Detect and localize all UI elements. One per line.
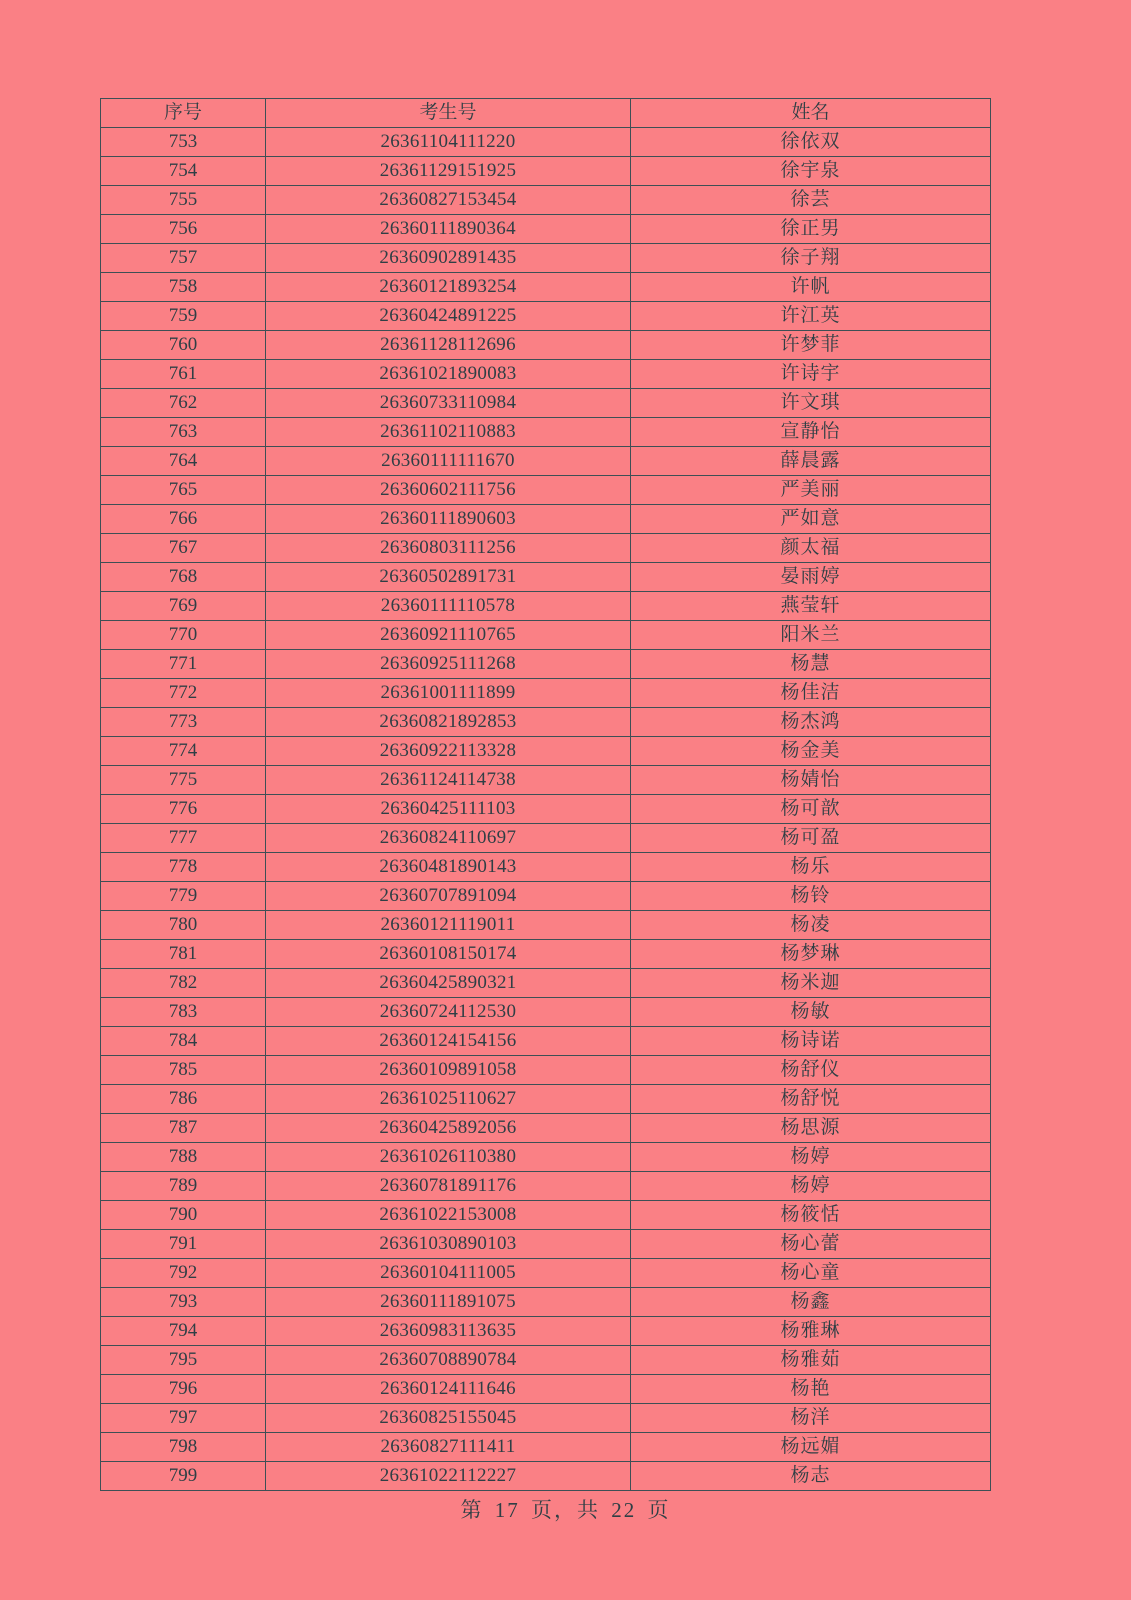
table-row bbox=[101, 563, 991, 592]
footer-prefix: 第 bbox=[460, 1498, 484, 1522]
table-row bbox=[101, 1056, 991, 1085]
table-row bbox=[101, 737, 991, 766]
cell-name: 燕莹轩 bbox=[631, 592, 991, 621]
cell-seq: 786 bbox=[101, 1085, 266, 1114]
table-row bbox=[101, 505, 991, 534]
cell-exam-number: 26360481890143 bbox=[266, 853, 631, 882]
cell-exam-number: 26361129151925 bbox=[266, 157, 631, 186]
cell-seq: 766 bbox=[101, 505, 266, 534]
table-row bbox=[101, 1027, 991, 1056]
table-row bbox=[101, 795, 991, 824]
cell-seq: 797 bbox=[101, 1404, 266, 1433]
table-row bbox=[101, 940, 991, 969]
cell-seq: 779 bbox=[101, 882, 266, 911]
table-row bbox=[101, 1143, 991, 1172]
cell-name: 杨婧怡 bbox=[631, 766, 991, 795]
table-row bbox=[101, 1462, 991, 1491]
footer-suffix: 页 bbox=[647, 1498, 671, 1522]
cell-seq: 771 bbox=[101, 650, 266, 679]
cell-exam-number: 26361124114738 bbox=[266, 766, 631, 795]
cell-exam-number: 26360124111646 bbox=[266, 1375, 631, 1404]
cell-seq: 782 bbox=[101, 969, 266, 998]
cell-seq: 792 bbox=[101, 1259, 266, 1288]
table-row bbox=[101, 331, 991, 360]
table-row bbox=[101, 418, 991, 447]
cell-exam-number: 26360925111268 bbox=[266, 650, 631, 679]
cell-exam-number: 26360425890321 bbox=[266, 969, 631, 998]
table-row bbox=[101, 273, 991, 302]
cell-name: 杨洋 bbox=[631, 1404, 991, 1433]
cell-seq: 781 bbox=[101, 940, 266, 969]
table-row bbox=[101, 389, 991, 418]
cell-name: 许梦菲 bbox=[631, 331, 991, 360]
cell-seq: 764 bbox=[101, 447, 266, 476]
cell-seq: 787 bbox=[101, 1114, 266, 1143]
table-row bbox=[101, 360, 991, 389]
cell-exam-number: 26361102110883 bbox=[266, 418, 631, 447]
cell-name: 杨可歆 bbox=[631, 795, 991, 824]
table-row bbox=[101, 534, 991, 563]
table-row bbox=[101, 1259, 991, 1288]
cell-name: 杨心蕾 bbox=[631, 1230, 991, 1259]
cell-seq: 762 bbox=[101, 389, 266, 418]
cell-exam-number: 26360983113635 bbox=[266, 1317, 631, 1346]
cell-name: 宣静怡 bbox=[631, 418, 991, 447]
table-row bbox=[101, 186, 991, 215]
table-row bbox=[101, 1404, 991, 1433]
cell-name: 杨梦琳 bbox=[631, 940, 991, 969]
cell-seq: 770 bbox=[101, 621, 266, 650]
cell-exam-number: 26360124154156 bbox=[266, 1027, 631, 1056]
table-row bbox=[101, 302, 991, 331]
cell-name: 许诗宇 bbox=[631, 360, 991, 389]
cell-seq: 784 bbox=[101, 1027, 266, 1056]
table-row bbox=[101, 882, 991, 911]
cell-name: 杨敏 bbox=[631, 998, 991, 1027]
table-row bbox=[101, 1433, 991, 1462]
cell-seq: 769 bbox=[101, 592, 266, 621]
table-row bbox=[101, 679, 991, 708]
cell-seq: 772 bbox=[101, 679, 266, 708]
column-header-name: 姓名 bbox=[631, 99, 991, 128]
cell-exam-number: 26361022153008 bbox=[266, 1201, 631, 1230]
cell-exam-number: 26360821892853 bbox=[266, 708, 631, 737]
table-row bbox=[101, 476, 991, 505]
cell-name: 徐芸 bbox=[631, 186, 991, 215]
cell-name: 杨诗诺 bbox=[631, 1027, 991, 1056]
cell-name: 杨舒悦 bbox=[631, 1085, 991, 1114]
cell-seq: 761 bbox=[101, 360, 266, 389]
table-row bbox=[101, 766, 991, 795]
cell-exam-number: 26360111890364 bbox=[266, 215, 631, 244]
table-row bbox=[101, 911, 991, 940]
cell-name: 许江英 bbox=[631, 302, 991, 331]
cell-exam-number: 26361104111220 bbox=[266, 128, 631, 157]
cell-seq: 795 bbox=[101, 1346, 266, 1375]
cell-exam-number: 26360724112530 bbox=[266, 998, 631, 1027]
cell-name: 杨杰鸿 bbox=[631, 708, 991, 737]
cell-exam-number: 26360602111756 bbox=[266, 476, 631, 505]
cell-name: 杨婷 bbox=[631, 1172, 991, 1201]
cell-name: 晏雨婷 bbox=[631, 563, 991, 592]
footer-total-pages: 22 bbox=[611, 1498, 637, 1522]
footer-middle: 页，共 bbox=[531, 1498, 600, 1522]
table-row bbox=[101, 1201, 991, 1230]
cell-exam-number: 26360104111005 bbox=[266, 1259, 631, 1288]
cell-name: 阳米兰 bbox=[631, 621, 991, 650]
cell-name: 杨志 bbox=[631, 1462, 991, 1491]
cell-exam-number: 26360111110578 bbox=[266, 592, 631, 621]
cell-exam-number: 26360109891058 bbox=[266, 1056, 631, 1085]
cell-name: 杨雅茹 bbox=[631, 1346, 991, 1375]
cell-name: 杨思源 bbox=[631, 1114, 991, 1143]
table-row bbox=[101, 157, 991, 186]
cell-name: 杨心童 bbox=[631, 1259, 991, 1288]
cell-name: 杨远媚 bbox=[631, 1433, 991, 1462]
cell-name: 杨乐 bbox=[631, 853, 991, 882]
cell-name: 杨慧 bbox=[631, 650, 991, 679]
cell-name: 杨雅琳 bbox=[631, 1317, 991, 1346]
cell-exam-number: 26360424891225 bbox=[266, 302, 631, 331]
cell-seq: 765 bbox=[101, 476, 266, 505]
column-header-exam-number: 考生号 bbox=[266, 99, 631, 128]
cell-exam-number: 26360827111411 bbox=[266, 1433, 631, 1462]
cell-name: 杨佳洁 bbox=[631, 679, 991, 708]
table-row bbox=[101, 1346, 991, 1375]
cell-exam-number: 26361025110627 bbox=[266, 1085, 631, 1114]
cell-seq: 754 bbox=[101, 157, 266, 186]
table-row bbox=[101, 1172, 991, 1201]
cell-exam-number: 26361128112696 bbox=[266, 331, 631, 360]
cell-name: 杨筱恬 bbox=[631, 1201, 991, 1230]
cell-seq: 768 bbox=[101, 563, 266, 592]
cell-exam-number: 26360902891435 bbox=[266, 244, 631, 273]
cell-seq: 799 bbox=[101, 1462, 266, 1491]
cell-seq: 794 bbox=[101, 1317, 266, 1346]
cell-seq: 783 bbox=[101, 998, 266, 1027]
cell-exam-number: 26360824110697 bbox=[266, 824, 631, 853]
cell-seq: 763 bbox=[101, 418, 266, 447]
cell-exam-number: 26361001111899 bbox=[266, 679, 631, 708]
cell-exam-number: 26360425111103 bbox=[266, 795, 631, 824]
table-row bbox=[101, 244, 991, 273]
cell-exam-number: 26361030890103 bbox=[266, 1230, 631, 1259]
cell-seq: 778 bbox=[101, 853, 266, 882]
cell-exam-number: 26360733110984 bbox=[266, 389, 631, 418]
cell-seq: 777 bbox=[101, 824, 266, 853]
table-row bbox=[101, 1317, 991, 1346]
cell-name: 杨凌 bbox=[631, 911, 991, 940]
cell-exam-number: 26360921110765 bbox=[266, 621, 631, 650]
cell-name: 杨铃 bbox=[631, 882, 991, 911]
cell-name: 颜太福 bbox=[631, 534, 991, 563]
cell-exam-number: 26361021890083 bbox=[266, 360, 631, 389]
roster-table bbox=[100, 98, 991, 1491]
table-row bbox=[101, 1375, 991, 1404]
cell-exam-number: 26360121119011 bbox=[266, 911, 631, 940]
cell-name: 杨婷 bbox=[631, 1143, 991, 1172]
cell-exam-number: 26360108150174 bbox=[266, 940, 631, 969]
cell-exam-number: 26360781891176 bbox=[266, 1172, 631, 1201]
table-row bbox=[101, 853, 991, 882]
cell-exam-number: 26360121893254 bbox=[266, 273, 631, 302]
cell-seq: 759 bbox=[101, 302, 266, 331]
table-row bbox=[101, 969, 991, 998]
cell-name: 严如意 bbox=[631, 505, 991, 534]
cell-name: 杨米迦 bbox=[631, 969, 991, 998]
footer-page-number: 17 bbox=[494, 1498, 520, 1522]
cell-name: 徐依双 bbox=[631, 128, 991, 157]
cell-seq: 775 bbox=[101, 766, 266, 795]
cell-seq: 790 bbox=[101, 1201, 266, 1230]
table-row bbox=[101, 128, 991, 157]
cell-name: 徐宇泉 bbox=[631, 157, 991, 186]
table-body bbox=[101, 128, 991, 1491]
cell-seq: 756 bbox=[101, 215, 266, 244]
cell-exam-number: 26360827153454 bbox=[266, 186, 631, 215]
cell-seq: 789 bbox=[101, 1172, 266, 1201]
cell-seq: 755 bbox=[101, 186, 266, 215]
table-row bbox=[101, 1288, 991, 1317]
table-row bbox=[101, 621, 991, 650]
column-header-seq: 序号 bbox=[101, 99, 266, 128]
cell-seq: 788 bbox=[101, 1143, 266, 1172]
cell-name: 许文琪 bbox=[631, 389, 991, 418]
cell-name: 严美丽 bbox=[631, 476, 991, 505]
table-row bbox=[101, 447, 991, 476]
cell-seq: 793 bbox=[101, 1288, 266, 1317]
table-row bbox=[101, 708, 991, 737]
cell-exam-number: 26360111890603 bbox=[266, 505, 631, 534]
cell-name: 杨舒仪 bbox=[631, 1056, 991, 1085]
cell-seq: 753 bbox=[101, 128, 266, 157]
cell-seq: 767 bbox=[101, 534, 266, 563]
cell-exam-number: 26361022112227 bbox=[266, 1462, 631, 1491]
cell-name: 徐正男 bbox=[631, 215, 991, 244]
roster-table-container bbox=[100, 98, 990, 1491]
cell-seq: 760 bbox=[101, 331, 266, 360]
cell-seq: 757 bbox=[101, 244, 266, 273]
table-header-row bbox=[101, 99, 991, 128]
cell-seq: 796 bbox=[101, 1375, 266, 1404]
cell-name: 杨艳 bbox=[631, 1375, 991, 1404]
cell-name: 许帆 bbox=[631, 273, 991, 302]
cell-exam-number: 26360708890784 bbox=[266, 1346, 631, 1375]
cell-seq: 780 bbox=[101, 911, 266, 940]
cell-seq: 798 bbox=[101, 1433, 266, 1462]
cell-seq: 773 bbox=[101, 708, 266, 737]
table-row bbox=[101, 1230, 991, 1259]
cell-name: 薛晨露 bbox=[631, 447, 991, 476]
table-row bbox=[101, 592, 991, 621]
cell-name: 杨可盈 bbox=[631, 824, 991, 853]
cell-seq: 758 bbox=[101, 273, 266, 302]
table-row bbox=[101, 1085, 991, 1114]
cell-seq: 791 bbox=[101, 1230, 266, 1259]
page-footer bbox=[0, 1494, 1131, 1524]
cell-exam-number: 26360922113328 bbox=[266, 737, 631, 766]
table-row bbox=[101, 998, 991, 1027]
table-row bbox=[101, 1114, 991, 1143]
table-header bbox=[101, 99, 991, 128]
cell-exam-number: 26360425892056 bbox=[266, 1114, 631, 1143]
cell-exam-number: 26360111891075 bbox=[266, 1288, 631, 1317]
cell-exam-number: 26360707891094 bbox=[266, 882, 631, 911]
table-row bbox=[101, 650, 991, 679]
cell-name: 杨鑫 bbox=[631, 1288, 991, 1317]
cell-name: 杨金美 bbox=[631, 737, 991, 766]
cell-exam-number: 26360825155045 bbox=[266, 1404, 631, 1433]
cell-exam-number: 26361026110380 bbox=[266, 1143, 631, 1172]
table-row bbox=[101, 215, 991, 244]
cell-seq: 776 bbox=[101, 795, 266, 824]
cell-seq: 785 bbox=[101, 1056, 266, 1085]
cell-exam-number: 26360803111256 bbox=[266, 534, 631, 563]
cell-exam-number: 26360111111670 bbox=[266, 447, 631, 476]
cell-seq: 774 bbox=[101, 737, 266, 766]
cell-exam-number: 26360502891731 bbox=[266, 563, 631, 592]
table-row bbox=[101, 824, 991, 853]
cell-name: 徐子翔 bbox=[631, 244, 991, 273]
